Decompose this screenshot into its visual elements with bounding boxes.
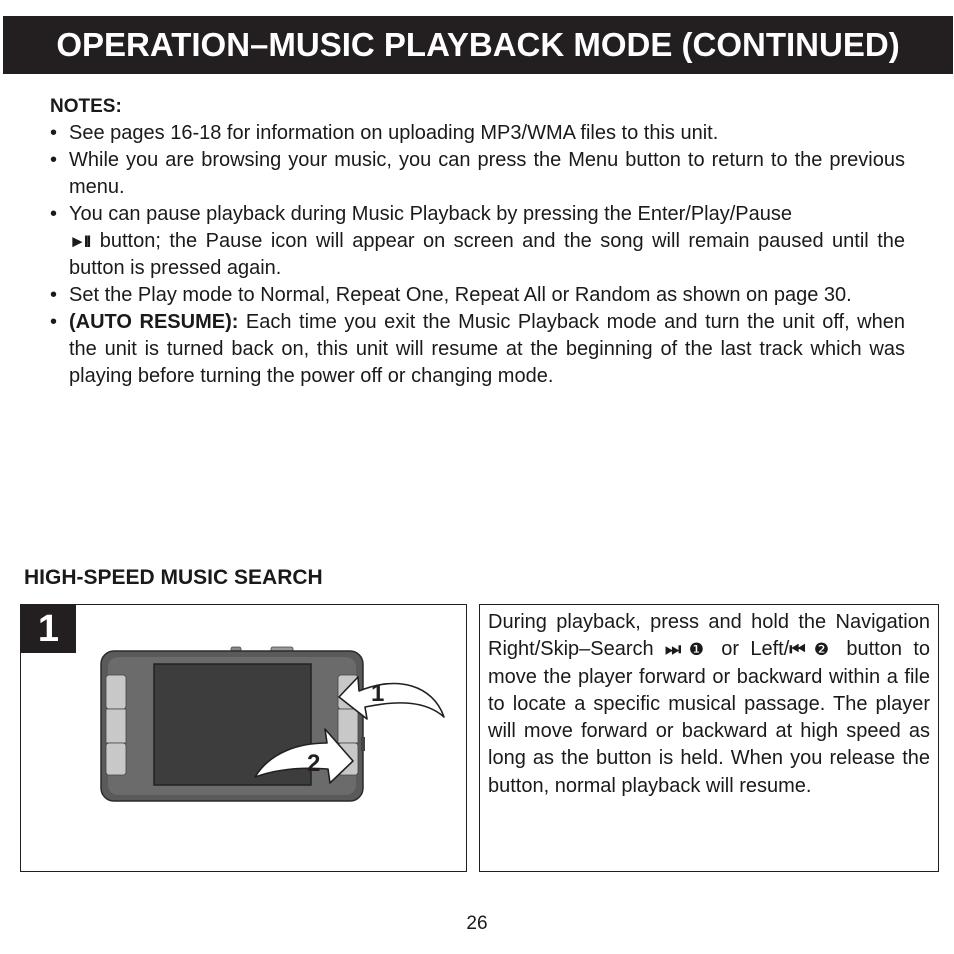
page-title: OPERATION–MUSIC PLAYBACK MODE (CONTINUED): [56, 26, 900, 63]
right-button-icon: [338, 709, 358, 743]
note-text: While you are browsing your music, you can press the Menu button to return to the previous menu.: [69, 149, 905, 198]
note-text: Each time you exit the Music Playback mode and turn the unit off, when the unit is turned back on, this unit will resume at the beginning of the last track which was playing before turning the power off or changing mode.: [69, 311, 905, 387]
note-text: button; the Pause icon will appear on screen and the song will remain paused until the button is pressed again.: [69, 230, 905, 279]
instruction-text-part: button to move the player forward or backward within a file to locate a specific musical passage. The player will move forward or backward at high speed as long as the button is held. When you release the button, normal playback will resume.: [488, 638, 931, 797]
note-text: See pages 16-18 for information on uploading MP3/WMA files to this unit.: [69, 122, 719, 144]
side-switch-icon: [361, 737, 365, 751]
note-item: [48, 120, 905, 147]
instruction-text-part: or Left/: [709, 638, 790, 661]
page-number: 26: [466, 913, 488, 934]
note-text: You can pause playback during Music Playback by pressing the Enter/Play/Pause: [69, 203, 793, 225]
left-button-icon: [106, 743, 126, 775]
section-heading: HIGH-SPEED MUSIC SEARCH: [24, 566, 323, 589]
play-pause-icon: ►II: [69, 232, 90, 251]
callout-label-1: 1: [371, 680, 385, 707]
header-bar: [3, 16, 953, 74]
instruction-text-part: During playback, press and hold the Navigation Right/Skip–Search: [488, 611, 930, 661]
illustration-box: [20, 604, 467, 872]
note-text: Set the Play mode to Normal, Repeat One, Repeat All or Random as shown on page 30.: [69, 284, 852, 306]
left-button-icon: [106, 709, 126, 743]
note-item: [48, 309, 905, 390]
instruction-box: [479, 604, 939, 872]
notes-list: [48, 120, 905, 390]
device-illustration: [21, 605, 468, 873]
callout-label-2: 2: [307, 750, 321, 777]
skip-back-icon: ⏮: [789, 639, 803, 660]
left-button-icon: [106, 675, 126, 709]
notes-title: NOTES:: [50, 96, 122, 117]
skip-forward-icon: ⏭: [665, 639, 679, 660]
callout-number-2: ❷: [813, 640, 835, 660]
note-bold-label: (AUTO RESUME):: [69, 311, 239, 333]
instruction-text: [488, 609, 930, 800]
callout-number-1: ❶: [678, 640, 710, 660]
note-item: [48, 201, 905, 282]
note-item: [48, 147, 905, 201]
note-item: [48, 282, 905, 309]
step-number-badge: 1: [21, 605, 76, 653]
